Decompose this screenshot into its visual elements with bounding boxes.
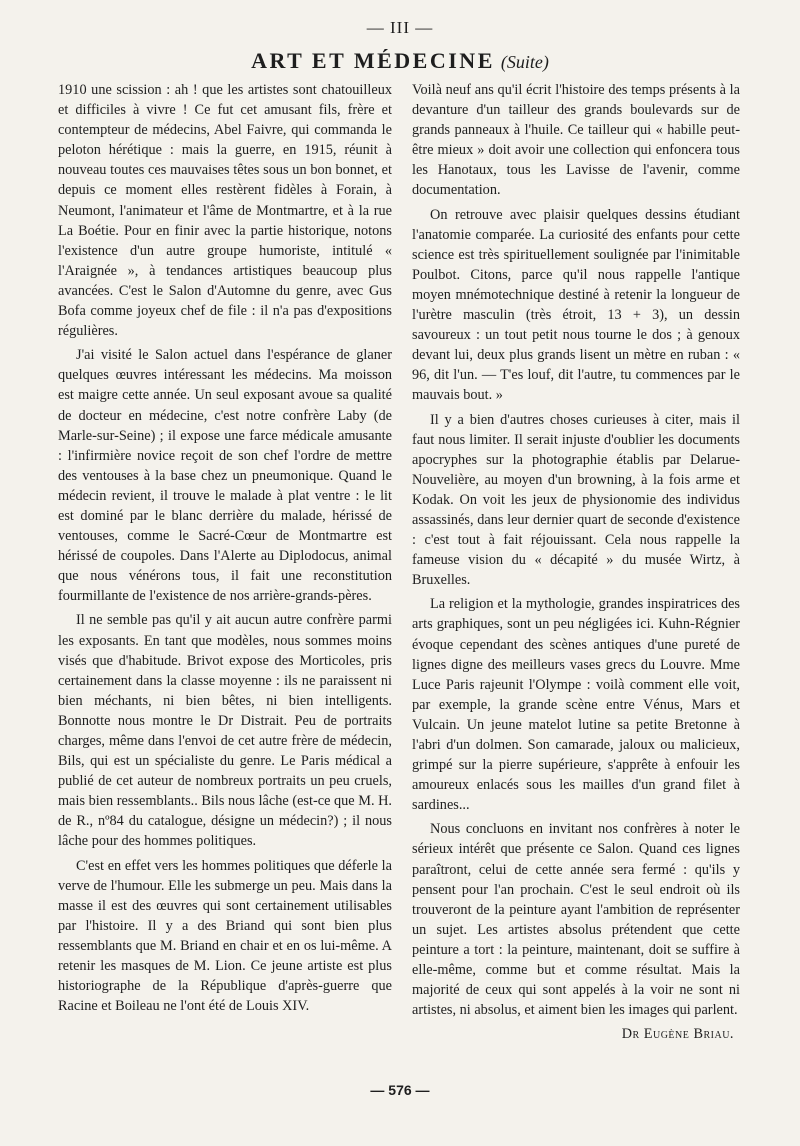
left-column	[58, 80, 392, 1016]
article-header	[0, 48, 800, 74]
paragraph: Il y a bien d'autres choses curieuses à citer, mais il faut nous limiter. Il serait injuste d'oublier les documents apocryphes sur la photographie établis par Delarue-Nouvelière, au moyen d'un browning, à la fois arme et Kodak. On voit les jeux de physionomie des individus assassinés, dans leur dernier quart de seconde d'existence : c'est tout à fait réjouissant. Cela nous rappelle la fameuse vision du « décapité » du musée Wirtz, à Bruxelles.	[412, 411, 740, 589]
paragraph: C'est en effet vers les hommes politiques que déferle la verve de l'humour. Elle les submerge un peu. Mais dans la masse il est des œuvres qui sont certainement utilisables par l'histoire. Il y a des Briand qui sont bien plus ressemblants que M. Briand en chair et en os lui-même. A retenir les masques de M. Lion. Ce jeune artiste est plus historiographe de la République d'après-guerre que Racine et Boileau ne l'ont été de Louis XIV.	[58, 857, 392, 1015]
page-number-top: — III —	[366, 18, 434, 37]
paragraph: J'ai visité le Salon actuel dans l'espérance de glaner quelques œuvres intéressant les médecins. Ma moisson est maigre cette année. Un seul exposant avoue sa qualité de docteur en médecine, c'est notre confrère Laby (de Marle-sur-Seine) ; il expose une farce médicale amusante : l'infirmière novice reçoit de son chef l'ordre de mettre des ventouses à la base chez un pneumonique. Quand le médecin revient, il trouve le malade à plat ventre : le lit est dominé par le blanc derrière du malade, hérissé de ventouses, comme le Sacré-Cœur de Montmartre est hérissé de coupoles. Dans l'Alerte au Diplodocus, animal que nous vénérons tous, il fait une reconstitution fourmillante de l'existence de nos arrière-grands-pères.	[58, 347, 392, 605]
paragraph: 1910 une scission : ah ! que les artistes sont chatouilleux et difficiles à vivre ! Ce fut cet amusant fils, frère et contempteur de médecins, Abel Faivre, qui commanda le peloton hérétique : mais la guerre, en 1915, réunit à nouveau toutes ces mauvaises têtes sous un bon bonnet, et depuis ce moment elles restèrent fidèles à Forain, à Neumont, l'animateur et l'âme de Montmartre, et à la rue La Boétie. Pour en finir avec la partie historique, notons l'existence d'un autre groupe humoriste, intitulé « l'Araignée », à tendances artistiques beaucoup plus avancées. C'est le Salon d'Automne du genre, avec Gus Bofa comme joyeux chef de file : il n'a pas d'expositions régulières.	[58, 82, 392, 340]
author-signature: Dr Eugène Briau.	[621, 1026, 734, 1043]
paragraph: Nous concluons en invitant nos confrères à noter le sérieux intérêt que présente ce Salon. Quand ces lignes paraîtront, celui de cette année sera fermé : qu'ils y pensent pour l'an prochain. C'est le seul endroit où ils trouveront de la peinture ayant l'ambition de représenter un sujet. Les artistes absolus prétendent que cette peinture a tort : la peinture, maintenant, doit se suffire à elle-même, comme but et comme résultat. Mais la majorité de ceux qui sont appelés à la voir ne sont ni artistes, ni absolus, et aiment bien les images qui parlent.	[412, 821, 740, 1019]
right-column	[412, 80, 740, 1044]
paragraph: La religion et la mythologie, grandes inspiratrices des arts graphiques, sont un peu négligées ici. Kuhn-Régnier évoque cependant des scènes antiques d'une pureté de lignes digne des meilleurs vases grecs du Louvre. Mme Luce Paris rajeunit l'Olympe : voilà comment elle voit, par exemple, la grande scène entre Vénus, Mars et Vulcain. Un jeune matelot lutine sa petite Bretonne à l'abri d'un dolmen. Son camarade, jaloux ou malicieux, grimpé sur la pierre supérieure, s'apprête à enfouir les amoureux enlacés sous les mailles d'un grand filet à sardines...	[412, 596, 740, 814]
paragraph: On retrouve avec plaisir quelques dessins étudiant l'anatomie comparée. La curiosité des enfants pour cette science est très spirituellement soulignée par l'inimitable Poulbot. Citons, parce qu'il nous rappelle l'antique moyen mnémotechnique destiné à retenir la longueur de l'urètre masculin (très étroit, 13 + 3), un dessin savoureux : un tout petit nous tourne le dos ; à genoux devant lui, deux plus grands lisent un mètre en ruban : « 96, dit l'un. — T'es louf, dit l'autre, tu commences par le mauvais bout. »	[412, 206, 740, 404]
article-subtitle: (Suite)	[500, 52, 549, 72]
page-number-bottom: — 576 —	[370, 1082, 430, 1098]
paragraph: Il ne semble pas qu'il y ait aucun autre confrère parmi les exposants. En tant que modèles, nous sommes moins visés que d'habitude. Brivot expose des Morticoles, pris certainement dans la classe moyenne : ils ne paraissent ni bien méchants, ni bien bêtes, ni bien intelligents. Bonnotte nous montre le Dr Distrait. Peu de portraits charges, même dans l'envoi de cet autre frère de médecin, Bils, qui est un spécialiste du genre. Le Paris médical a publié de cet auteur de nombreux portraits un peu cruels, mais bien ressemblants.. Bils nous lâche (est-ce que M. H. de R., nº84 du catalogue, désigne un médecin?) ; il nous lâche pour des hommes politiques.	[58, 612, 392, 850]
article-title: ART ET MÉDECINE	[251, 48, 495, 73]
paragraph: Voilà neuf ans qu'il écrit l'histoire des temps présents à la devanture d'un tailleur des grands boulevards sur de grands panneaux à l'huile. Ce tailleur qui « habille peut-être mieux » doit avoir une collection qui enfoncera tous les Hanotaux, tous les Lavisse de l'avenir, comme documentation.	[412, 82, 740, 199]
